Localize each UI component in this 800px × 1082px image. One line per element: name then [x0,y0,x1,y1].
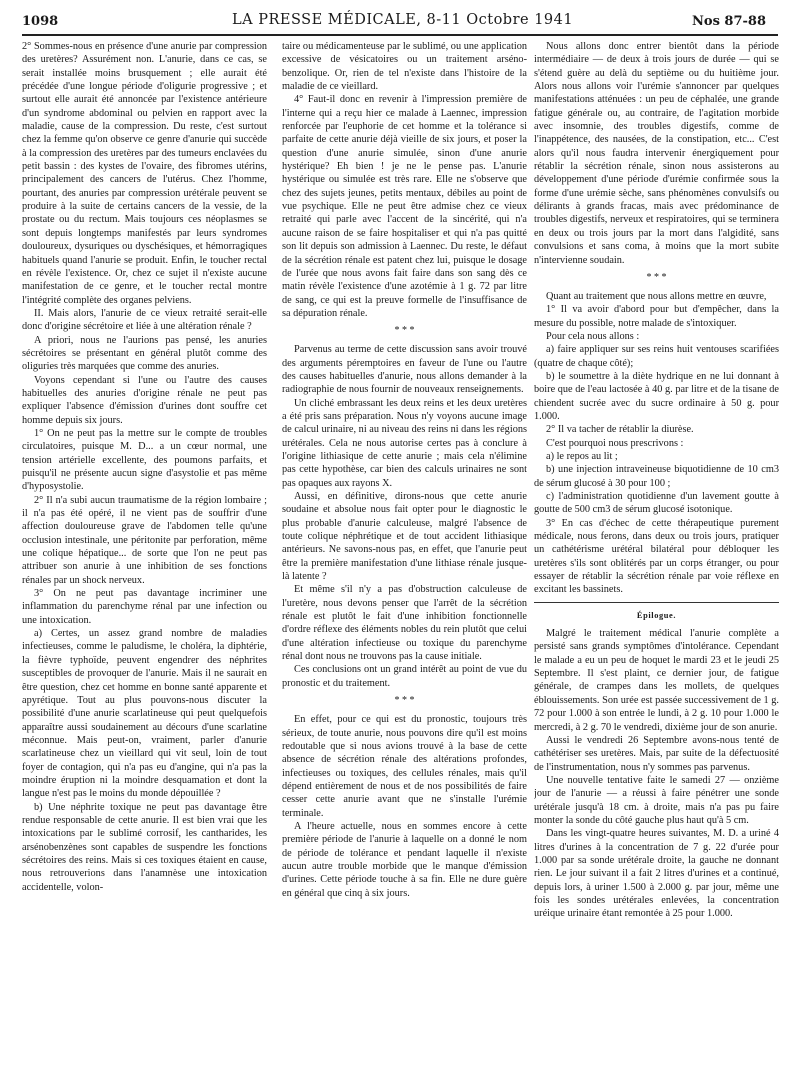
paragraph: taire ou médicamenteuse par le sublimé, ou une application excessive de vésicatoires ou un traitement arséno-benzolique. Or, rien de tel n'existe dans l'histoire de la maladie de ce vieillard. [282,41,527,93]
paragraph: b) Une néphrite toxique ne peut pas davantage être rendue responsable de cette anurie. Il est bien vrai que les intoxications par le sublimé corrosif, les cantharides, les arsénobenzènes sont capables de suspendre les fonctions sécrétoires des reins. Mais si ces toxiques étaient en cause, nous retrouverions dans l'anamnèse une intoxication accidentelle, volon- [22,801,267,893]
paragraph: En effet, pour ce qui est du pronostic, toujours très sérieux, de toute anurie, nous pouvons dire qu'il est moins redoutable que si nous avions trouvé à la base de cette absence de sécrétion rénale des altérations profondes, infectieuses ou toxiques, des cellules rénales, mais qu'il dépend entièrement de nous et de nos possibilités de faire cesser cette anurie avant que ne s'installe l'urémie terminale. [282,714,527,819]
paragraph: a) Certes, un assez grand nombre de maladies infectieuses, comme le paludisme, le choléra, la diphtérie, la fièvre typhoïde, peuvent engendrer des néphrites susceptibles de provoquer de l'anurie. Mais il ne saurait en être question, chez cet homme en bonne santé apparente et apyrétique. Tout au plus pouvons-nous discuter la possibilité d'une anurie scarlatineuse qui peut quelquefois apparaître aussi soudainement au décours d'une scarlatine méconnue. Mais peut-on, vraiment, parler d'anurie scarlatineuse chez un vieillard qui vit seul, loin de tout foyer de contagion, qui n'a pas eu d'angine, qui n'a pas la moindre éruption ni la moindre desquamation et dont la langue n'est pas le moins du monde dépouillée ? [22,628,267,800]
paragraph: Quant au traitement que nous allons mettre en œuvre, [546,290,767,302]
paragraph: 3° On ne peut pas davantage incriminer une inflammation du parenchyme rénal par une infection ou une intoxication. [22,588,267,626]
paragraph: Une nouvelle tentative faite le samedi 27 — onzième jour de l'anurie — a réussi à faire pénétrer une sonde urétérale jusqu'à 18 cm. à droite, mais n'a pas pu faire monter la sonde du côté gauche plus haut qu'à 5 cm. [534,774,779,826]
paragraph: Et même s'il n'y a pas d'obstruction calculeuse de l'uretère, nous devons penser que l'arrêt de la sécrétion rénale est plutôt le fait d'une inhibition fonctionnelle d'ordre réflexe des éléments nobles du rein plutôt que celui d'une altération infectieuse ou toxique du parenchyme rénal dont nous ne trouvons pas la cause initiale. [282,584,527,663]
section-rule [534,602,779,603]
section-separator: * * * [394,325,415,337]
paragraph: Aussi, en définitive, dirons-nous que cette anurie soudaine et absolue nous fait opter pour le diagnostic le plus probable d'anurie calculeuse, malgré l'absence de toute colique néphrétique et de tout accident lithiasique antérieurs. Ne savons-nous pas, en effet, que l'anurie peut être la première manifestation d'une lithiase rénale jusque-là latente ? [282,491,527,583]
paragraph: Parvenus au terme de cette discussion sans avoir trouvé des arguments péremptoires en faveur de l'une ou l'autre des causes habituelles d'anurie, nous allons demander à la radiographie de nous fournir de nouveaux renseignements. [282,344,527,396]
column-left [22,40,267,1072]
paragraph: 1° On ne peut pas la mettre sur le compte de troubles circulatoires, puisque M. D... a un cœur normal, une tension artérielle excellente, des poumons parfaits, et puisqu'il ne présente aucun signe d'asystolie et pas même d'hyposystolie. [22,427,267,493]
paragraph: Aussi le vendredi 26 Septembre avons-nous tenté de cathétériser ses uretères. Mais, par suite de la défectuosité de l'instrumentation, nous n'y sommes pas parvenus. [534,734,779,773]
issue-number: Nos 87-88 [692,14,766,29]
paragraph: c) l'administration quotidienne d'un lavement goutte à goutte de 500 cm3 de sérum glucosé isotonique. [534,491,779,516]
paragraph: 1° Il va avoir d'abord pour but d'empêcher, dans la mesure du possible, notre malade de s'intoxiquer. [534,304,779,329]
paragraph: a) le repos au lit ; [546,450,618,462]
paragraph: Pour cela nous allons : [546,330,640,342]
paragraph: 2° Il va tacher de rétablir la diurèse. [546,424,694,436]
paragraph: b) une injection intraveineuse biquotidienne de 10 cm3 de sérum glucosé à 30 pour 100 ; [534,464,779,489]
column-middle [282,40,527,1072]
paragraph: Voyons cependant si l'une ou l'autre des causes habituelles des anuries d'origine rénale ne peut pas expliquer l'absence d'émission d'urines dont souffre cet homme depuis six jours. [22,374,267,426]
paragraph: Malgré le traitement médical l'anurie complète a persisté sans grands symptômes d'intolérance. Cependant le malade a eu un peu de hoquet le mardi 23 et le jeudi 25 Septembre. Il s'est plaint, ce dernier jour, de fatigue générale, de crampes dans les mollets, de quelques éblouissements. Son urée est passée successivement de 1 g. 72 pour 1.000 à son entrée le lundi, à 2 g. 10 pour 1.000 le mercredi, à 2 g. 70 le vendredi, dixième jour de son anurie. [534,628,779,733]
paragraph: a) faire appliquer sur ses reins huit ventouses scarifiées (quatre de chaque côté); [534,344,779,369]
journal-title: LA PRESSE MÉDICALE, 8-11 Octobre 1941 [232,12,574,28]
paragraph: Nous allons donc entrer bientôt dans la période intermédiaire — de deux à trois jours de durée — qui se s'étend guère au delà du septième ou du huitième jour. Alors nous allons voir l'urémie s'annoncer par quelques manifestations atténuées : un peu de céphalée, une grande fatigue générale ou, au contraire, de l'agitation morbide avec insomnie, des troubles digestifs, comme de l'inappétence, des nausées, de la constipation, etc... C'est alors qu'il nous faudra intervenir énergiquement pour rétablir la sécrétion rénale, sinon nous assisterons au développement d'une période d'urémie confirmée sous la forme d'une urémie sèche, sans phénomènes convulsifs ou délirants à grands fracas, mais avec prédominance de troubles digestifs, nerveux et respiratoires, qui se terminera en deux ou trois jours par la mort dans l'algidité, sans convulsions et sans coma, à moins que la mort subite n'intervienne soudain. [534,41,779,266]
header-rule [22,34,778,36]
page-number: 1098 [22,14,59,29]
paragraph: Ces conclusions ont un grand intérêt au point de vue du pronostic et du traitement. [282,664,527,689]
paragraph: 2° Sommes-nous en présence d'une anurie par compression des uretères? Assurément non. L'anurie, dans ce cas, se serait installée moins brusquement ; elle aurait été précédée d'une longue période d'oligurie progressive ; et surtout elle aurait été annoncée par l'existence antérieure d'un syndrome abdominal ou pelvien en rapport avec la maladie, cause de la compression. Du reste, c'est surtout chez la femme qu'on observe ce genre d'anurie qui succède à la compression des uretères par des tumeurs enclavées du petit bassin : des kystes de l'ovaire, des fibromes utérins, principalement des cancers de l'utérus. Chez l'homme, pourtant, des anuries par compression urétérale peuvent se produire à la suite de certains cancers de la vessie, de la prostate ou du rectum. Mais toujours ces néoplasmes se sont depuis longtemps manifestés par leurs syndromes douloureux, dysuriques ou dyschésiques, et hémorragiques habituels quand l'anurie se produit. Enfin, le toucher rectal en révèle l'existence. Or, chez ce sujet il n'existe aucune manifestation de ce genre, et le toucher rectal montre l'intégrité complète des organes pelviens. [22,41,267,306]
paragraph: A l'heure actuelle, nous en sommes encore à cette première période de l'anurie à laquelle on a donné le nom de période de tolérance et pendant laquelle il n'existe aucun autre trouble morbide que le manque d'émission d'urines. Cette période touche à sa fin. Elle ne dure guère en général que cinq à six jours. [282,820,527,899]
paragraph: Un cliché embrassant les deux reins et les deux uretères a été pris sans préparation. Nous n'y voyons aucune image de calcul urinaire, ni au niveau des reins ni dans les régions urétérales. Cela ne nous autorise certes pas à conclure à l'origine lithiasique de cette anurie ; mais cela n'élimine pas cette hypothèse, car bien des calculs urinaires ne sont pas opaques aux rayons X. [282,397,527,489]
page-header [0,0,800,34]
column-right [534,40,779,1072]
paragraph: 3° En cas d'échec de cette thérapeutique purement médicale, nous ferons, dans deux ou trois jours, pratiquer un cathétérisme urétéral bilatéral pour débloquer les uretères s'ils sont oblitérés par un corps étranger, ou pour essayer de rétablir la sécrétion rénale par voie réflexe en excitant les bassinets. [534,517,779,596]
paragraph: 4° Faut-il donc en revenir à l'impression première de l'interne qui a reçu hier ce malade à Laennec, impression renforcée par l'euphorie de cet homme et la tolérance si parfaite de cette anurie déjà vieille de six jours, et poser la question d'une anurie simulée, sinon d'une anurie hystérique? Eh bien ! je ne le pense pas. L'anurie hystérique ou simulée est très rare. Elle ne s'observe que chez des sujets jeunes, petits mentaux, débiles au point de vue psychique. Elle ne peut être admise chez ce vieux retraité qui parle avec l'accent de la sincérité, qui n'a aucune raison de se faire hospitaliser et qui n'a pas quitté son lit depuis son admission à Laennec. Du reste, le défaut de la sécrétion rénale est patent chez lui, puisque le dosage de l'urée que nous avons fait faire dans son sang dès ce matin révèle l'existence d'une azotémie à 1 g. 72 par litre de sang, ce qui est la preuve formelle de l'insuffisance de sa dépuration rénale. [282,94,527,319]
paragraph: A priori, nous ne l'aurions pas pensé, les anuries sécrétoires se présentant en général plutôt comme des oliguries très marquées que comme des anuries. [22,334,267,373]
paragraph: 2° Il n'a subi aucun traumatisme de la région lombaire ; il n'a pas été opéré, il ne vient pas de souffrir d'une affection douloureuse grave de l'abdomen telle qu'une occlusion intestinale, une péritonite par perforation, même une colique hépatique... de sorte que l'on ne peut pas attribuer son anurie à une inhibition de ses fonctions rénales par un shock nerveux. [22,494,267,586]
paragraph: II. Mais alors, l'anurie de ce vieux retraité serait-elle donc d'origine sécrétoire et liée à une altération rénale ? [22,307,267,333]
paragraph: b) le soumettre à la diète hydrique en ne lui donnant à boire que de l'eau lactosée à 40 g. par litre et de la tisane de chiendent sucrée avec du sucre ordinaire à 50 g. pour 1.000. [534,370,779,422]
section-separator: * * * [394,695,415,707]
paragraph: C'est pourquoi nous prescrivons : [546,437,684,449]
section-separator: * * * [646,271,667,283]
epilogue-heading: Épilogue. [636,610,677,620]
paragraph: Dans les vingt-quatre heures suivantes, M. D. a uriné 4 litres d'urines à la concentration de 7 g. 22 d'urée pour 1.000 par sa sonde urétérale droite, la gauche ne donnant rien. Le jour suivant il a fait 2 litres d'urines et a continué, depuis lors, à uriner 1.500 à 2.000 g. par jour, même une fois les sondes urétérales enlevées, la concentration uréique urinaire étant remontée à 25 pour 1.000. [534,828,779,920]
